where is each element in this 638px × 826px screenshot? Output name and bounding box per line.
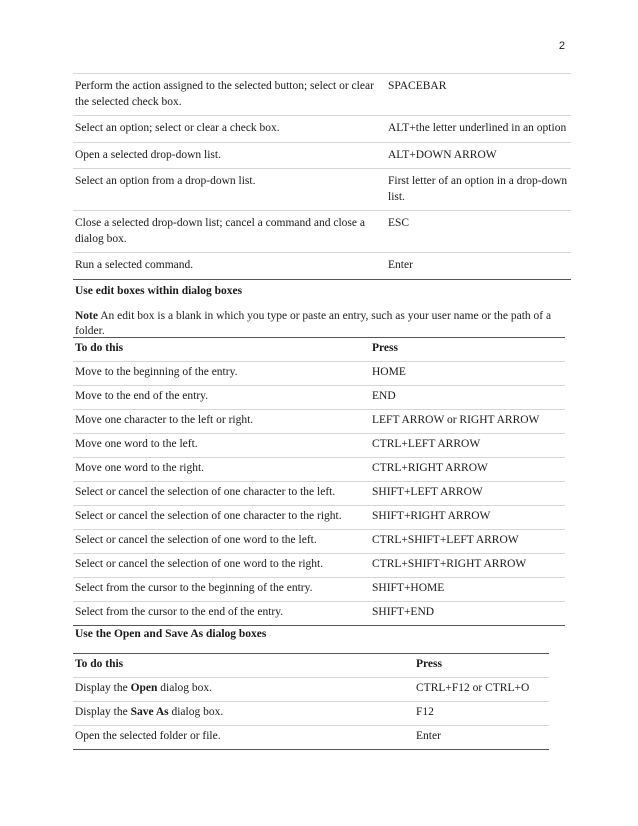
keys-cell: First letter of an option in a drop-down list.	[386, 169, 571, 211]
column-header-action: To do this	[73, 654, 414, 678]
table-row	[73, 506, 565, 530]
action-text: dialog box.	[157, 682, 213, 694]
table-row	[73, 362, 565, 386]
page-number: 2	[558, 40, 565, 52]
action-cell: Select an option; select or clear a check box.	[73, 116, 386, 143]
table-row	[73, 678, 549, 702]
table-row	[73, 410, 565, 434]
table-row	[73, 211, 571, 253]
keys-cell: SPACEBAR	[386, 74, 571, 116]
action-cell: Select or cancel the selection of one word to the left.	[73, 530, 370, 554]
action-cell: Select from the cursor to the beginning of the entry.	[73, 578, 370, 602]
table-row	[73, 169, 571, 211]
keys-cell: F12	[414, 702, 549, 726]
table-row	[73, 116, 571, 143]
table-row	[73, 253, 571, 280]
keys-cell: CTRL+SHIFT+RIGHT ARROW	[370, 554, 565, 578]
action-text: Display the	[75, 706, 131, 718]
table-header-row	[73, 338, 565, 362]
edit-box-keys-table	[73, 337, 565, 626]
action-text: Display the	[75, 682, 131, 694]
keys-cell: ESC	[386, 211, 571, 253]
table-row	[73, 530, 565, 554]
action-cell: Move to the end of the entry.	[73, 386, 370, 410]
action-bold-text: Open	[130, 682, 158, 694]
section-heading-open-save: Use the Open and Save As dialog boxes	[75, 628, 267, 640]
action-cell: Close a selected drop-down list; cancel a command and close a dialog box.	[73, 211, 386, 253]
action-cell: Open a selected drop-down list.	[73, 142, 386, 169]
action-cell: Select or cancel the selection of one character to the right.	[73, 506, 370, 530]
keys-cell: SHIFT+END	[370, 602, 565, 626]
table-row	[73, 726, 549, 750]
note-paragraph	[75, 309, 555, 339]
table-row	[73, 434, 565, 458]
table-row	[73, 554, 565, 578]
keys-cell: ALT+the letter underlined in an option	[386, 116, 571, 143]
note-text: An edit box is a blank in which you type or paste an entry, such as your user name or the path of a folder.	[75, 310, 552, 337]
note-label: Note	[75, 310, 98, 322]
action-cell: Move to the beginning of the entry.	[73, 362, 370, 386]
table-header-row	[73, 654, 549, 678]
action-cell	[73, 678, 414, 702]
column-header-action: To do this	[73, 338, 370, 362]
action-text: Open the selected folder or file.	[75, 730, 221, 742]
keys-cell: CTRL+F12 or CTRL+O	[414, 678, 549, 702]
open-save-keys-table	[73, 653, 549, 750]
action-bold-text: Save As	[130, 706, 169, 718]
table-row	[73, 386, 565, 410]
action-text: dialog box.	[168, 706, 224, 718]
column-header-keys: Press	[370, 338, 565, 362]
keys-cell: END	[370, 386, 565, 410]
action-cell: Select from the cursor to the end of the entry.	[73, 602, 370, 626]
keys-cell: CTRL+RIGHT ARROW	[370, 458, 565, 482]
action-cell: Select an option from a drop-down list.	[73, 169, 386, 211]
action-cell: Move one character to the left or right.	[73, 410, 370, 434]
action-cell: Select or cancel the selection of one character to the left.	[73, 482, 370, 506]
table-row	[73, 458, 565, 482]
column-header-keys: Press	[414, 654, 549, 678]
table-row	[73, 482, 565, 506]
keys-cell: CTRL+LEFT ARROW	[370, 434, 565, 458]
table-row	[73, 702, 549, 726]
section-heading-edit-boxes: Use edit boxes within dialog boxes	[75, 285, 243, 297]
keys-cell: SHIFT+HOME	[370, 578, 565, 602]
keys-cell: Enter	[386, 253, 571, 280]
action-cell	[73, 702, 414, 726]
keys-cell: ALT+DOWN ARROW	[386, 142, 571, 169]
table-row	[73, 142, 571, 169]
keys-cell: SHIFT+RIGHT ARROW	[370, 506, 565, 530]
action-cell: Run a selected command.	[73, 253, 386, 280]
table-row	[73, 602, 565, 626]
action-cell	[73, 726, 414, 750]
action-cell: Perform the action assigned to the selected button; select or clear the selected check box.	[73, 74, 386, 116]
action-cell: Move one word to the left.	[73, 434, 370, 458]
keys-cell: CTRL+SHIFT+LEFT ARROW	[370, 530, 565, 554]
action-cell: Select or cancel the selection of one word to the right.	[73, 554, 370, 578]
keys-cell: Enter	[414, 726, 549, 750]
keys-cell: SHIFT+LEFT ARROW	[370, 482, 565, 506]
keys-cell: LEFT ARROW or RIGHT ARROW	[370, 410, 565, 434]
keys-cell: HOME	[370, 362, 565, 386]
action-cell: Move one word to the right.	[73, 458, 370, 482]
table-row	[73, 74, 571, 116]
dialog-keys-table	[73, 73, 571, 280]
table-row	[73, 578, 565, 602]
